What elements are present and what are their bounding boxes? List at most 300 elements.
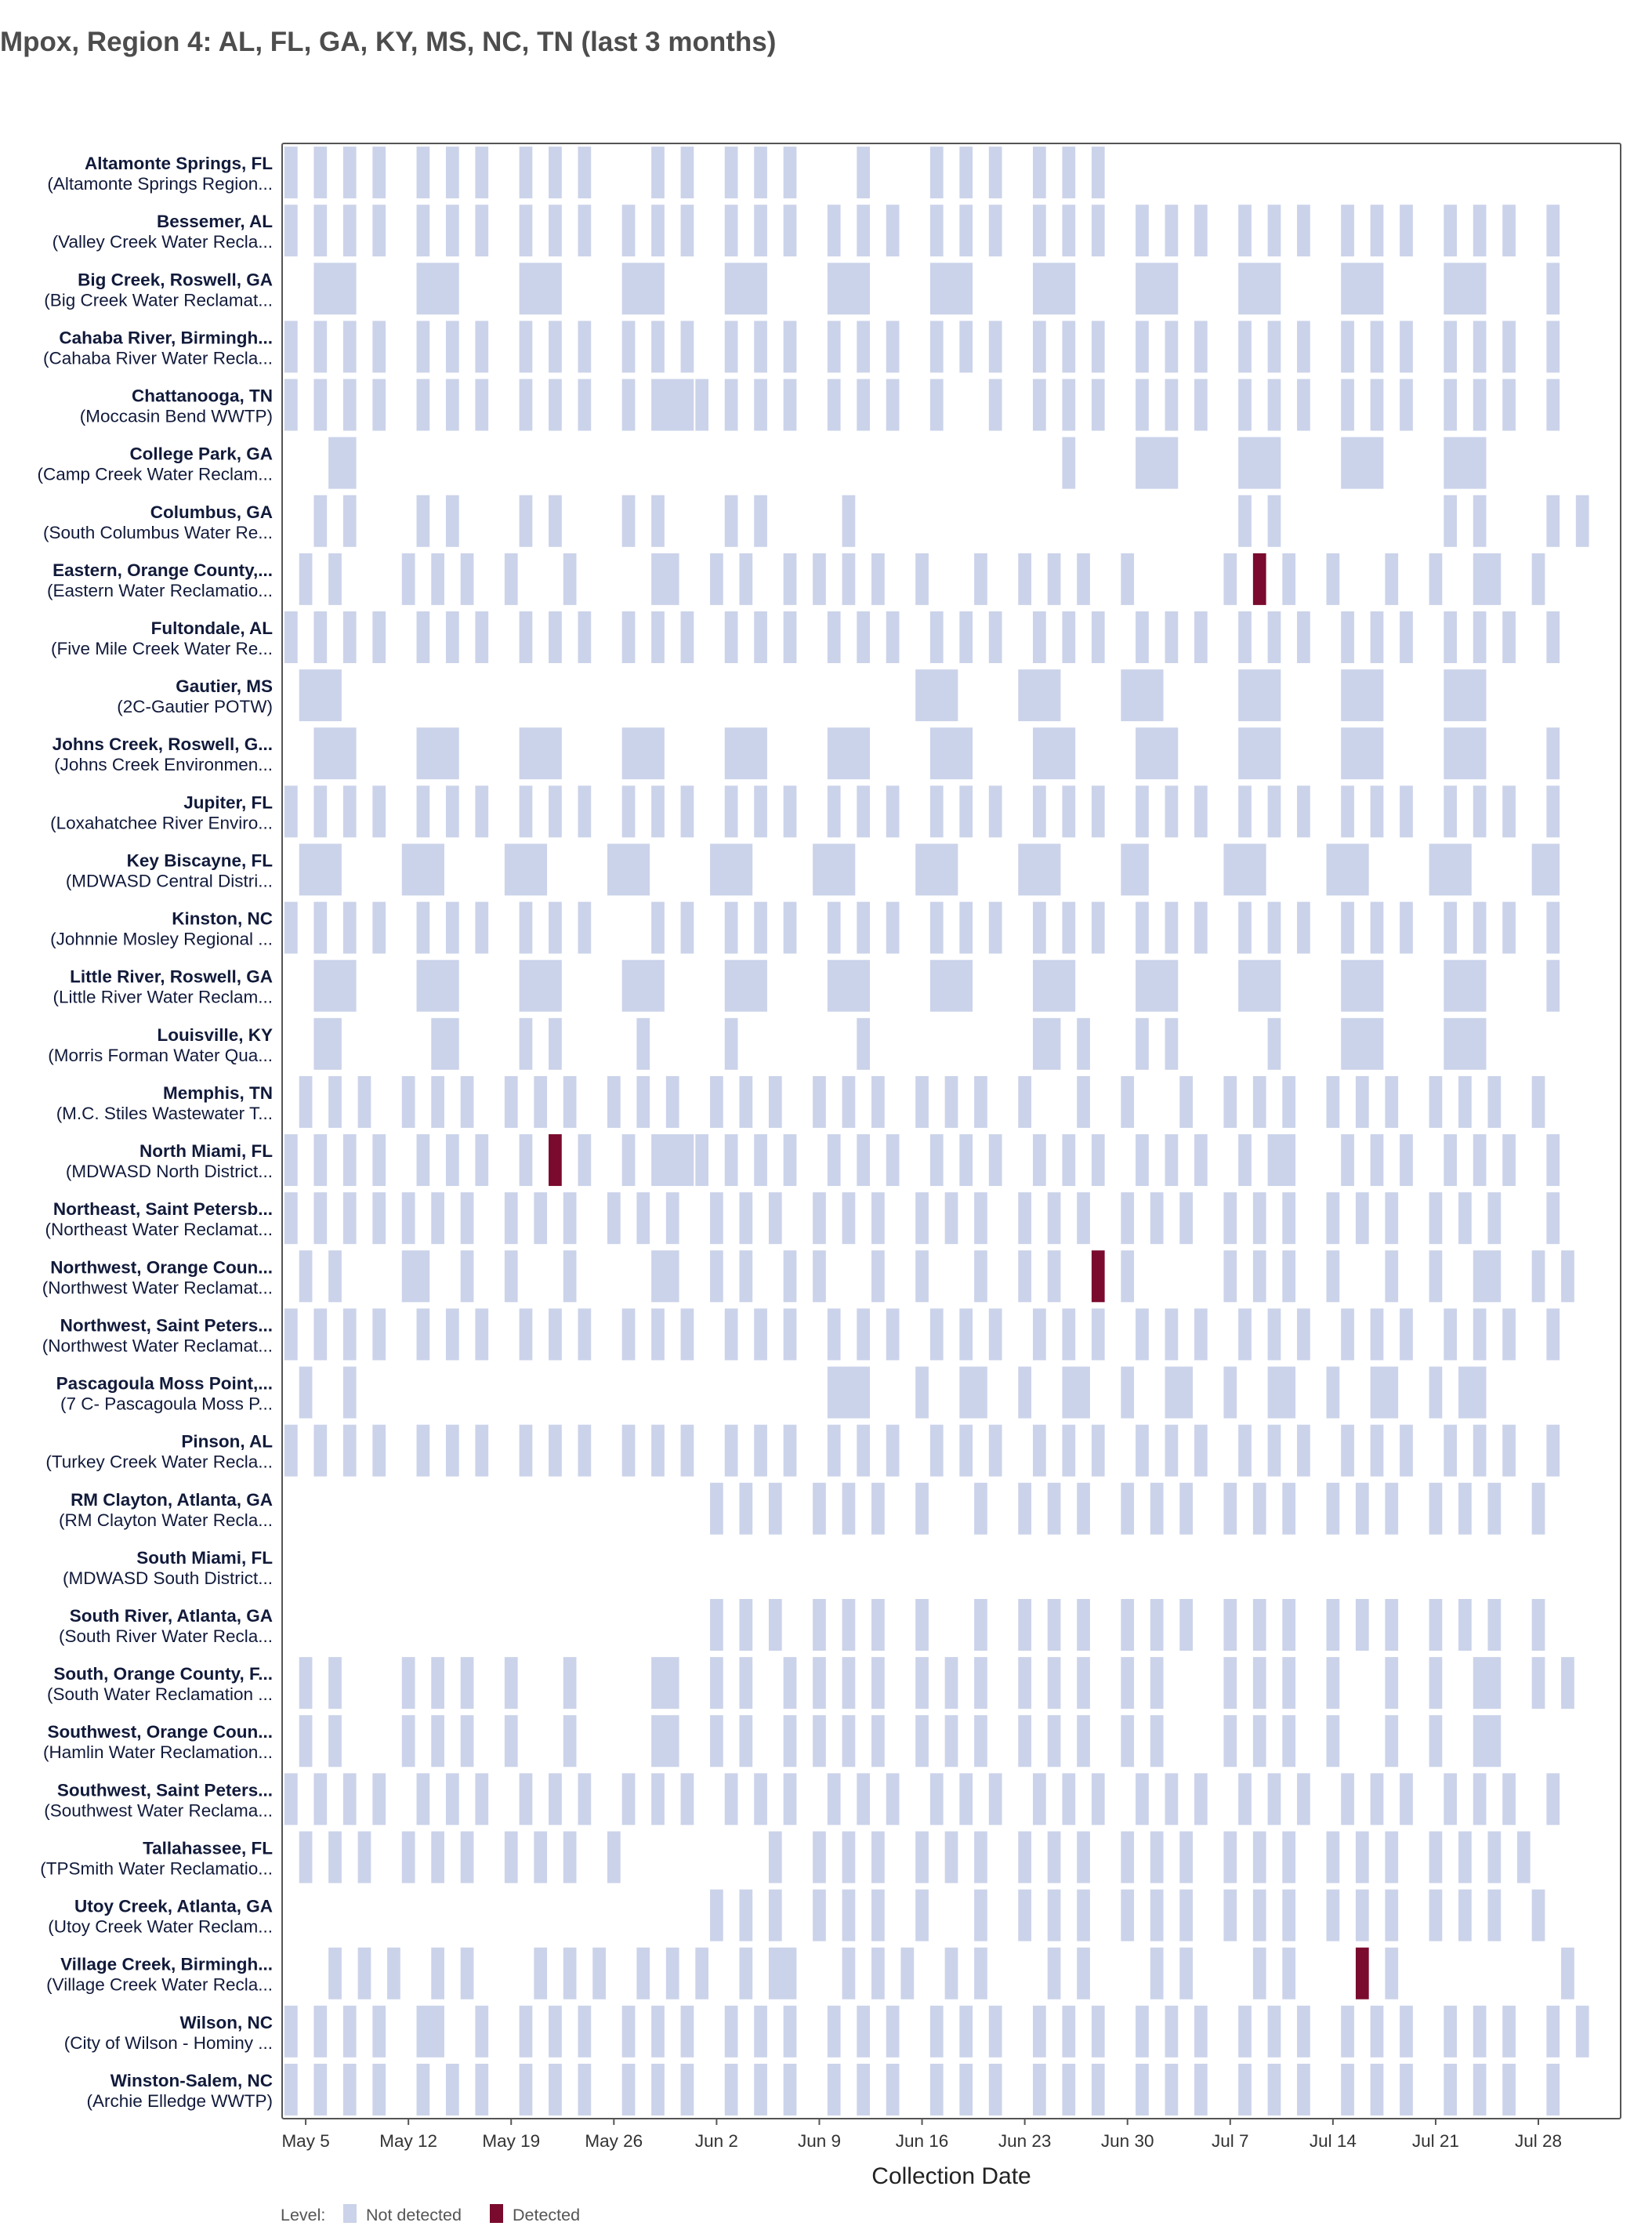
- cell-not-detected: [622, 263, 665, 314]
- cell-not-detected: [1092, 1134, 1105, 1186]
- cell-not-detected: [1429, 1831, 1443, 1883]
- cell-not-detected: [842, 553, 856, 605]
- site-plant-label: (TPSmith Water Reclamatio...: [40, 1858, 273, 1879]
- cell-not-detected: [1458, 1599, 1472, 1651]
- cell-not-detected: [769, 1890, 782, 1942]
- cell-not-detected: [1371, 2064, 1384, 2116]
- cell-not-detected: [520, 263, 562, 314]
- cell-not-detected: [915, 1715, 929, 1767]
- cell-not-detected: [1356, 1599, 1369, 1651]
- cell-not-detected: [1546, 2006, 1560, 2058]
- cell-not-detected: [1223, 1657, 1237, 1709]
- cell-not-detected: [769, 1599, 782, 1651]
- cell-not-detected: [313, 785, 327, 837]
- cell-not-detected: [313, 1018, 341, 1070]
- cell-not-detected: [739, 1250, 752, 1302]
- cell-not-detected: [1502, 1134, 1516, 1186]
- cell-not-detected: [1356, 1831, 1369, 1883]
- cell-not-detected: [372, 205, 386, 256]
- cell-not-detected: [1033, 379, 1046, 431]
- cell-not-detected: [754, 1425, 767, 1477]
- cell-not-detected: [828, 960, 870, 1012]
- cell-not-detected: [475, 379, 488, 431]
- cell-not-detected: [930, 379, 944, 431]
- cell-not-detected: [886, 379, 900, 431]
- cell-not-detected: [475, 1773, 488, 1825]
- x-axis: [281, 2119, 1562, 2151]
- cell-not-detected: [431, 1715, 444, 1767]
- cell-not-detected: [1532, 1657, 1545, 1709]
- cell-not-detected: [1502, 902, 1516, 954]
- cell-not-detected: [549, 2006, 562, 2058]
- cell-not-detected: [1048, 1192, 1061, 1244]
- cell-not-detected: [930, 785, 944, 837]
- cell-not-detected: [461, 1076, 474, 1128]
- cell-not-detected: [1576, 2006, 1589, 2058]
- cell-not-detected: [1444, 1425, 1457, 1477]
- cell-not-detected: [828, 611, 841, 663]
- cell-not-detected: [725, 960, 767, 1012]
- cell-not-detected: [313, 205, 327, 256]
- cell-not-detected: [828, 1425, 841, 1477]
- cell-not-detected: [1062, 611, 1075, 663]
- cell-not-detected: [1268, 321, 1281, 372]
- cell-not-detected: [1150, 1192, 1164, 1244]
- cell-not-detected: [1136, 902, 1149, 954]
- cell-not-detected: [372, 1773, 386, 1825]
- cell-not-detected: [563, 1948, 577, 2000]
- cell-not-detected: [313, 379, 327, 431]
- cell-not-detected: [1297, 205, 1310, 256]
- cell-not-detected: [1062, 1367, 1089, 1419]
- cell-not-detected: [725, 205, 738, 256]
- cell-not-detected: [578, 785, 592, 837]
- cell-not-detected: [813, 1192, 826, 1244]
- cell-not-detected: [607, 1076, 621, 1128]
- cell-not-detected: [915, 1890, 929, 1942]
- cell-not-detected: [1473, 785, 1487, 837]
- cell-not-detected: [431, 1192, 444, 1244]
- cell-not-detected: [1444, 1018, 1486, 1070]
- cell-not-detected: [1429, 553, 1443, 605]
- cell-not-detected: [871, 1076, 885, 1128]
- cell-not-detected: [578, 321, 592, 372]
- cell-not-detected: [930, 1134, 944, 1186]
- cell-not-detected: [1223, 1076, 1237, 1128]
- site-name-label: Gautier, MS: [176, 676, 273, 697]
- cell-not-detected: [739, 1599, 752, 1651]
- cell-not-detected: [1268, 902, 1281, 954]
- cell-not-detected: [475, 785, 488, 837]
- cell-not-detected: [959, 205, 973, 256]
- cell-not-detected: [622, 1308, 636, 1360]
- cell-not-detected: [1400, 1308, 1413, 1360]
- cell-not-detected: [930, 2064, 944, 2116]
- cell-not-detected: [1473, 1715, 1501, 1767]
- site-name-label: Winston-Salem, NC: [110, 2070, 273, 2090]
- site-plant-label: (Valley Creek Water Recla...: [52, 232, 273, 252]
- site-plant-label: (Camp Creek Water Reclam...: [37, 464, 273, 484]
- cell-not-detected: [372, 2064, 386, 2116]
- cell-not-detected: [1268, 1134, 1295, 1186]
- cell-not-detected: [974, 553, 987, 605]
- cell-not-detected: [974, 1192, 987, 1244]
- cell-not-detected: [1326, 1831, 1339, 1883]
- site-name-label: North Miami, FL: [139, 1141, 273, 1162]
- cell-not-detected: [343, 147, 357, 198]
- cell-not-detected: [769, 1948, 796, 2000]
- cell-not-detected: [784, 1773, 797, 1825]
- cell-not-detected: [520, 902, 533, 954]
- cell-not-detected: [446, 321, 459, 372]
- cell-not-detected: [842, 495, 856, 547]
- cell-not-detected: [1121, 1250, 1134, 1302]
- cell-not-detected: [1429, 843, 1472, 895]
- cell-not-detected: [828, 1308, 841, 1360]
- cell-not-detected: [1444, 727, 1486, 779]
- cell-not-detected: [754, 785, 767, 837]
- cell-not-detected: [1179, 1192, 1193, 1244]
- cell-not-detected: [563, 1250, 577, 1302]
- cell-not-detected: [989, 1308, 1002, 1360]
- cell-not-detected: [372, 321, 386, 372]
- cell-not-detected: [1546, 727, 1560, 779]
- site-plant-label: (M.C. Stiles Wastewater T...: [56, 1103, 273, 1123]
- cell-not-detected: [959, 1773, 973, 1825]
- cell-not-detected: [710, 843, 752, 895]
- cell-not-detected: [446, 147, 459, 198]
- cell-not-detected: [784, 611, 797, 663]
- cell-not-detected: [1136, 263, 1178, 314]
- cell-not-detected: [636, 1192, 650, 1244]
- cell-not-detected: [886, 205, 900, 256]
- cell-not-detected: [769, 1831, 782, 1883]
- cell-not-detected: [313, 321, 327, 372]
- site-name-label: Altamonte Springs, FL: [84, 154, 273, 174]
- cell-not-detected: [1429, 1890, 1443, 1942]
- cell-not-detected: [1473, 611, 1487, 663]
- cell-not-detected: [1238, 2064, 1252, 2116]
- site-name-label: Fultondale, AL: [150, 618, 273, 638]
- cell-not-detected: [343, 1773, 357, 1825]
- cell-not-detected: [1238, 1425, 1252, 1477]
- cell-not-detected: [1121, 1192, 1134, 1244]
- cell-not-detected: [475, 1308, 488, 1360]
- cell-not-detected: [1136, 785, 1149, 837]
- cell-not-detected: [1268, 1425, 1281, 1477]
- cell-not-detected: [989, 147, 1002, 198]
- cell-not-detected: [1371, 2006, 1384, 2058]
- cell-not-detected: [1033, 902, 1046, 954]
- cell-not-detected: [1473, 1308, 1487, 1360]
- cell-not-detected: [313, 727, 356, 779]
- cell-not-detected: [813, 1076, 826, 1128]
- cell-not-detected: [1268, 379, 1281, 431]
- cell-not-detected: [475, 611, 488, 663]
- cell-not-detected: [1546, 2064, 1560, 2116]
- cell-not-detected: [1018, 1599, 1031, 1651]
- cell-not-detected: [1165, 611, 1179, 663]
- cell-not-detected: [725, 263, 767, 314]
- cell-not-detected: [549, 495, 562, 547]
- cell-not-detected: [402, 1715, 415, 1767]
- cell-not-detected: [446, 495, 459, 547]
- cell-not-detected: [1371, 321, 1384, 372]
- cell-not-detected: [1268, 205, 1281, 256]
- cell-not-detected: [959, 2064, 973, 2116]
- cell-not-detected: [607, 1192, 621, 1244]
- cell-not-detected: [1165, 2006, 1179, 2058]
- cell-not-detected: [417, 960, 459, 1012]
- cell-not-detected: [1268, 611, 1281, 663]
- cell-not-detected: [372, 902, 386, 954]
- cell-not-detected: [1018, 1250, 1031, 1302]
- cell-not-detected: [813, 1657, 826, 1709]
- cell-not-detected: [1444, 379, 1457, 431]
- cell-not-detected: [1473, 1425, 1487, 1477]
- cell-not-detected: [520, 321, 533, 372]
- cell-not-detected: [725, 147, 738, 198]
- cell-not-detected: [1253, 1948, 1266, 2000]
- cell-not-detected: [1194, 1308, 1208, 1360]
- site-plant-label: (City of Wilson - Hominy ...: [63, 2032, 273, 2053]
- cell-not-detected: [754, 321, 767, 372]
- cell-not-detected: [828, 727, 870, 779]
- cell-not-detected: [505, 1250, 518, 1302]
- cell-not-detected: [284, 321, 298, 372]
- cell-not-detected: [578, 902, 592, 954]
- cell-not-detected: [1444, 1308, 1457, 1360]
- cell-not-detected: [1356, 1076, 1369, 1128]
- site-plant-label: (Northwest Water Reclamat...: [42, 1278, 273, 1298]
- x-tick-label: May 26: [585, 2131, 643, 2151]
- site-plant-label: (Johnnie Mosley Regional ...: [50, 929, 273, 949]
- cell-not-detected: [284, 147, 298, 198]
- cell-not-detected: [1077, 1890, 1090, 1942]
- cell-not-detected: [886, 2064, 900, 2116]
- cell-not-detected: [1282, 1948, 1295, 2000]
- cell-not-detected: [651, 379, 694, 431]
- cell-not-detected: [725, 727, 767, 779]
- cell-not-detected: [1502, 785, 1516, 837]
- cell-not-detected: [1268, 1367, 1295, 1419]
- cell-not-detected: [915, 1076, 929, 1128]
- cell-not-detected: [842, 1192, 856, 1244]
- cell-not-detected: [1062, 205, 1075, 256]
- cell-not-detected: [915, 843, 958, 895]
- cell-not-detected: [313, 1134, 327, 1186]
- cell-not-detected: [417, 785, 430, 837]
- cell-not-detected: [784, 321, 797, 372]
- site-name-label: Kinston, NC: [172, 908, 273, 929]
- cell-not-detected: [886, 1308, 900, 1360]
- cell-not-detected: [313, 902, 327, 954]
- site-plant-label: (Eastern Water Reclamatio...: [46, 580, 273, 600]
- cell-not-detected: [813, 1250, 826, 1302]
- cell-not-detected: [284, 611, 298, 663]
- cell-not-detected: [1371, 205, 1384, 256]
- cell-not-detected: [1546, 960, 1560, 1012]
- cell-not-detected: [945, 1948, 958, 2000]
- cell-not-detected: [857, 205, 870, 256]
- cell-not-detected: [284, 1308, 298, 1360]
- cell-not-detected: [1341, 2064, 1354, 2116]
- cell-not-detected: [1487, 1076, 1501, 1128]
- cell-not-detected: [1444, 1773, 1457, 1825]
- cell-not-detected: [446, 1773, 459, 1825]
- site-plant-label: (Hamlin Water Reclamation...: [43, 1742, 273, 1763]
- cell-not-detected: [622, 727, 665, 779]
- cell-not-detected: [828, 1134, 841, 1186]
- cell-not-detected: [1062, 785, 1075, 837]
- cell-not-detected: [343, 1425, 357, 1477]
- cell-not-detected: [328, 437, 356, 489]
- cell-not-detected: [1326, 1192, 1339, 1244]
- cell-not-detected: [284, 1192, 298, 1244]
- cell-not-detected: [1033, 1134, 1046, 1186]
- cell-not-detected: [1341, 379, 1354, 431]
- cell-not-detected: [930, 960, 973, 1012]
- cell-not-detected: [1077, 1715, 1090, 1767]
- cell-not-detected: [578, 1425, 592, 1477]
- cell-not-detected: [313, 2006, 327, 2058]
- x-tick-label: Jun 2: [694, 2131, 738, 2151]
- site-name-label: Utoy Creek, Atlanta, GA: [74, 1896, 273, 1916]
- cell-not-detected: [402, 1076, 415, 1128]
- cell-not-detected: [681, 2006, 694, 2058]
- cell-not-detected: [1121, 1715, 1134, 1767]
- cell-not-detected: [1444, 263, 1486, 314]
- cell-not-detected: [1092, 147, 1105, 198]
- cell-not-detected: [1018, 1831, 1031, 1883]
- cell-not-detected: [739, 553, 752, 605]
- cell-not-detected: [1326, 1715, 1339, 1767]
- cell-not-detected: [446, 611, 459, 663]
- cell-not-detected: [974, 1948, 987, 2000]
- cell-not-detected: [1092, 1773, 1105, 1825]
- cell-not-detected: [1048, 1948, 1061, 2000]
- cell-not-detected: [1136, 960, 1178, 1012]
- cell-not-detected: [915, 553, 929, 605]
- cell-not-detected: [520, 727, 562, 779]
- cell-not-detected: [1473, 2006, 1487, 2058]
- cell-not-detected: [1371, 1425, 1384, 1477]
- cell-not-detected: [754, 2006, 767, 2058]
- cell-not-detected: [372, 785, 386, 837]
- cell-not-detected: [1238, 960, 1281, 1012]
- cell-not-detected: [1341, 1134, 1354, 1186]
- cell-not-detected: [930, 902, 944, 954]
- cell-not-detected: [1062, 1308, 1075, 1360]
- cell-not-detected: [1033, 1425, 1046, 1477]
- cell-not-detected: [1326, 1076, 1339, 1128]
- cell-not-detected: [725, 902, 738, 954]
- cell-not-detected: [1223, 553, 1237, 605]
- cell-not-detected: [1385, 1192, 1398, 1244]
- cell-not-detected: [1150, 1831, 1164, 1883]
- cell-not-detected: [959, 321, 973, 372]
- cell-not-detected: [417, 2064, 430, 2116]
- legend-title: Level:: [281, 2206, 326, 2224]
- site-name-label: Eastern, Orange County,...: [53, 560, 273, 580]
- cell-not-detected: [505, 1715, 518, 1767]
- legend-swatch: [490, 2204, 503, 2223]
- cell-not-detected: [681, 611, 694, 663]
- cell-not-detected: [857, 785, 870, 837]
- cell-not-detected: [930, 1773, 944, 1825]
- cell-not-detected: [1502, 1425, 1516, 1477]
- cell-not-detected: [1341, 960, 1383, 1012]
- cell-not-detected: [651, 2006, 665, 2058]
- cell-not-detected: [1238, 902, 1252, 954]
- cell-not-detected: [1150, 1948, 1164, 2000]
- cell-not-detected: [784, 1308, 797, 1360]
- cell-not-detected: [578, 1773, 592, 1825]
- cell-not-detected: [372, 147, 386, 198]
- cell-not-detected: [1473, 1657, 1501, 1709]
- cell-not-detected: [1546, 263, 1560, 314]
- cell-not-detected: [754, 495, 767, 547]
- cell-not-detected: [871, 1948, 885, 2000]
- cell-not-detected: [475, 1134, 488, 1186]
- cell-not-detected: [1444, 437, 1486, 489]
- cell-not-detected: [1546, 495, 1560, 547]
- cell-not-detected: [1341, 2006, 1354, 2058]
- cell-not-detected: [1282, 1831, 1295, 1883]
- cell-not-detected: [828, 379, 841, 431]
- cell-not-detected: [1238, 785, 1252, 837]
- cell-not-detected: [1341, 669, 1383, 721]
- cell-not-detected: [1018, 1657, 1031, 1709]
- cell-not-detected: [372, 1425, 386, 1477]
- cell-not-detected: [725, 1134, 738, 1186]
- cell-not-detected: [828, 902, 841, 954]
- cell-not-detected: [710, 1192, 723, 1244]
- cell-not-detected: [417, 611, 430, 663]
- site-plant-label: (Altamonte Springs Region...: [47, 174, 273, 194]
- cell-not-detected: [1297, 1308, 1310, 1360]
- cell-not-detected: [828, 785, 841, 837]
- cell-not-detected: [1223, 843, 1266, 895]
- cell-not-detected: [710, 1890, 723, 1942]
- cell-not-detected: [1033, 611, 1046, 663]
- cell-not-detected: [1238, 1308, 1252, 1360]
- site-plant-label: (MDWASD Central Distri...: [65, 871, 273, 891]
- cell-not-detected: [622, 321, 636, 372]
- cell-not-detected: [1223, 1250, 1237, 1302]
- cell-not-detected: [505, 553, 518, 605]
- cell-not-detected: [1033, 147, 1046, 198]
- cell-not-detected: [930, 321, 944, 372]
- cell-not-detected: [1194, 785, 1208, 837]
- cell-not-detected: [651, 1715, 679, 1767]
- cell-not-detected: [1048, 1715, 1061, 1767]
- cell-not-detected: [1048, 553, 1061, 605]
- cell-not-detected: [475, 321, 488, 372]
- cell-not-detected: [284, 785, 298, 837]
- cell-not-detected: [520, 1134, 533, 1186]
- cell-not-detected: [622, 379, 636, 431]
- cell-not-detected: [520, 2064, 533, 2116]
- cell-not-detected: [417, 321, 430, 372]
- cell-not-detected: [607, 1831, 621, 1883]
- cell-not-detected: [358, 1948, 371, 2000]
- site-plant-label: (Loxahatchee River Enviro...: [50, 813, 273, 833]
- cell-not-detected: [417, 495, 430, 547]
- cell-not-detected: [446, 1134, 459, 1186]
- cell-not-detected: [1238, 1134, 1252, 1186]
- cell-not-detected: [784, 1715, 797, 1767]
